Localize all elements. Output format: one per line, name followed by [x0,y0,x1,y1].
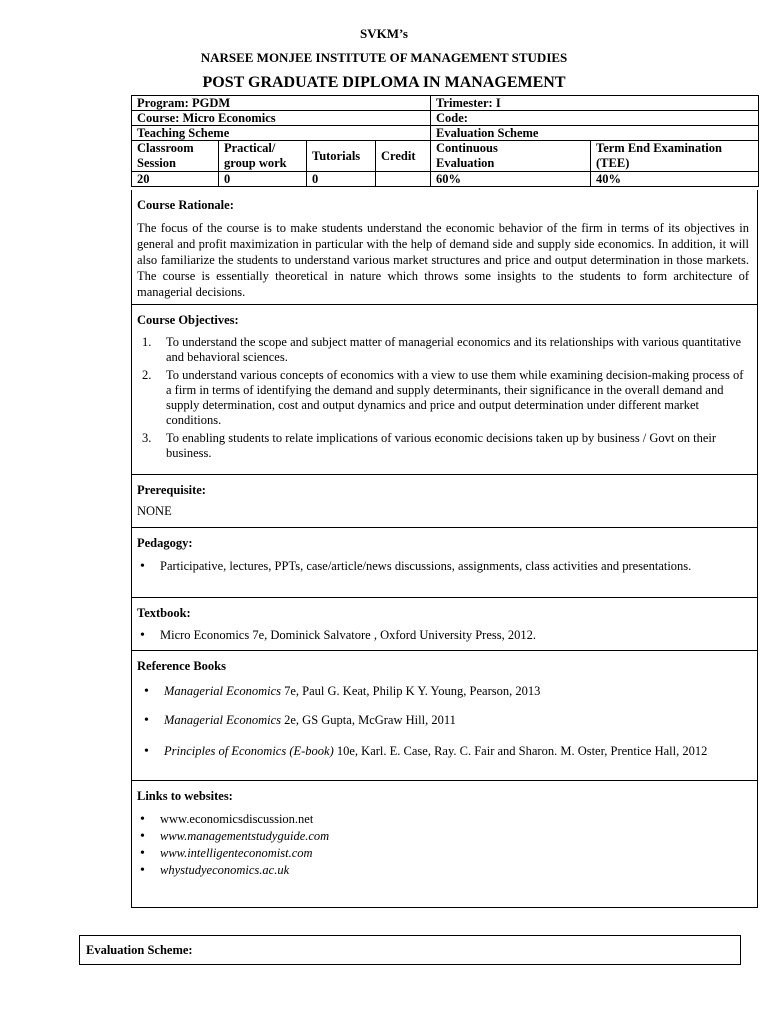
program-title: POST GRADUATE DIPLOMA IN MANAGEMENT [202,74,566,91]
practical-value: 0 [219,172,307,187]
bullet-icon: • [140,829,145,844]
rationale-section [131,190,758,305]
list-item [136,862,750,879]
table-row [132,172,759,187]
list-item [136,811,750,828]
list-item: 3. To enabling students to relate implications of various economic decisions taken up by business / Govt on their business. [142,431,717,460]
continuous-eval-header: Continuous Evaluation [431,141,591,172]
list-item: • Managerial Economics 2e, GS Gupta, McGraw Hill, 2011 [144,713,456,728]
list-item: • Principles of Economics (E-book) 10e, Karl. E. Case, Ray. C. Fair and Sharon. M. Oster, Prentice Hall, 2012 [144,744,708,759]
bullet-icon: • [140,628,145,643]
references-title: Reference Books [137,659,226,673]
list-item: 1. To understand the scope and subject matter of managerial economics and its relationships with various quantitative and behavioral sciences. [142,335,742,364]
bullet-icon: • [140,559,145,574]
tee-value: 40% [591,172,759,187]
references-section [131,651,758,781]
textbook-list [136,628,750,643]
links-title: Links to websites: [137,789,233,803]
table-row [132,96,759,111]
tee-header: Term End Examination (TEE) [591,141,759,172]
prerequisite-value: NONE [137,504,172,518]
credit-header: Credit [376,141,431,172]
objectives-list [136,335,750,464]
prerequisite-section [131,475,758,528]
bullet-icon: • [144,684,149,699]
list-item: • Participative, lectures, PPTs, case/article/news discussions, assignments, class activities and presentations. [140,559,692,574]
practical-header: Practical/ group work [219,141,307,172]
list-item [136,845,750,862]
table-row [132,126,759,141]
website-link[interactable]: www.intelligenteconomist.com [160,846,313,860]
website-link[interactable]: www.economicsdiscussion.net [160,812,314,826]
list-item [136,828,750,845]
objectives-title: Course Objectives: [137,313,239,327]
bullet-icon: • [144,713,149,728]
table-header-row [132,141,759,172]
objectives-section [131,305,758,475]
classroom-value: 20 [132,172,219,187]
tutorials-value: 0 [307,172,376,187]
bullet-icon: • [140,863,145,878]
links-list [136,811,750,879]
bullet-icon: • [140,846,145,861]
evaluation-scheme-title: Evaluation Scheme: [86,943,193,957]
website-link[interactable]: whystudyeconomics.ac.uk [160,863,290,877]
trimester-cell: Trimester: I [431,96,759,111]
rationale-text: The focus of the course is to make students understand the economic behavior of the firm in terms of its objectives in general and profit maximization in particular with the help of demand side and supply side economics. In addition, it will also familiarize the students to understand various market structures and price and output determination in those markets. The course is essentially theoretical in nature which throws some insights to the students to form architecture of managerial decisions. [137,221,749,299]
institute-name: NARSEE MONJEE INSTITUTE OF MANAGEMENT STUDIES [200,50,568,65]
org-name: SVKM’s [360,26,408,41]
list-item: 2. To understand various concepts of economics with a view to use them while examining decision-making process of a firm in terms of identifying the demand and supply determinants, their significance in the overall demand and supply determination, cost and output dynamics and price and output determination under different market conditions. [142,368,744,427]
references-list [140,684,754,759]
table-row [132,111,759,126]
program-cell: Program: PGDM [132,96,431,111]
bullet-icon: • [144,744,149,759]
evaluation-scheme-cell: Evaluation Scheme [431,126,759,141]
links-section [131,781,758,908]
tutorials-header: Tutorials [307,141,376,172]
credit-value [376,172,431,187]
website-link[interactable]: www.managementstudyguide.com [160,829,330,843]
course-scheme-table [131,95,759,187]
course-cell: Course: Micro Economics [132,111,431,126]
list-item: • Managerial Economics 7e, Paul G. Keat, Philip K Y. Young, Pearson, 2013 [144,684,541,699]
bullet-icon: • [140,812,145,827]
prerequisite-title: Prerequisite: [137,483,206,497]
list-item: • Micro Economics 7e, Dominick Salvatore , Oxford University Press, 2012. [140,628,536,643]
textbook-section [131,598,758,651]
continuous-eval-value: 60% [431,172,591,187]
pedagogy-title: Pedagogy: [137,536,193,550]
teaching-scheme-cell: Teaching Scheme [132,126,431,141]
rationale-title: Course Rationale: [137,198,234,212]
code-cell: Code: [431,111,759,126]
textbook-title: Textbook: [137,606,191,620]
pedagogy-list [136,559,750,574]
evaluation-scheme-box [79,935,741,965]
classroom-header: Classroom Session [132,141,219,172]
pedagogy-section [131,528,758,598]
